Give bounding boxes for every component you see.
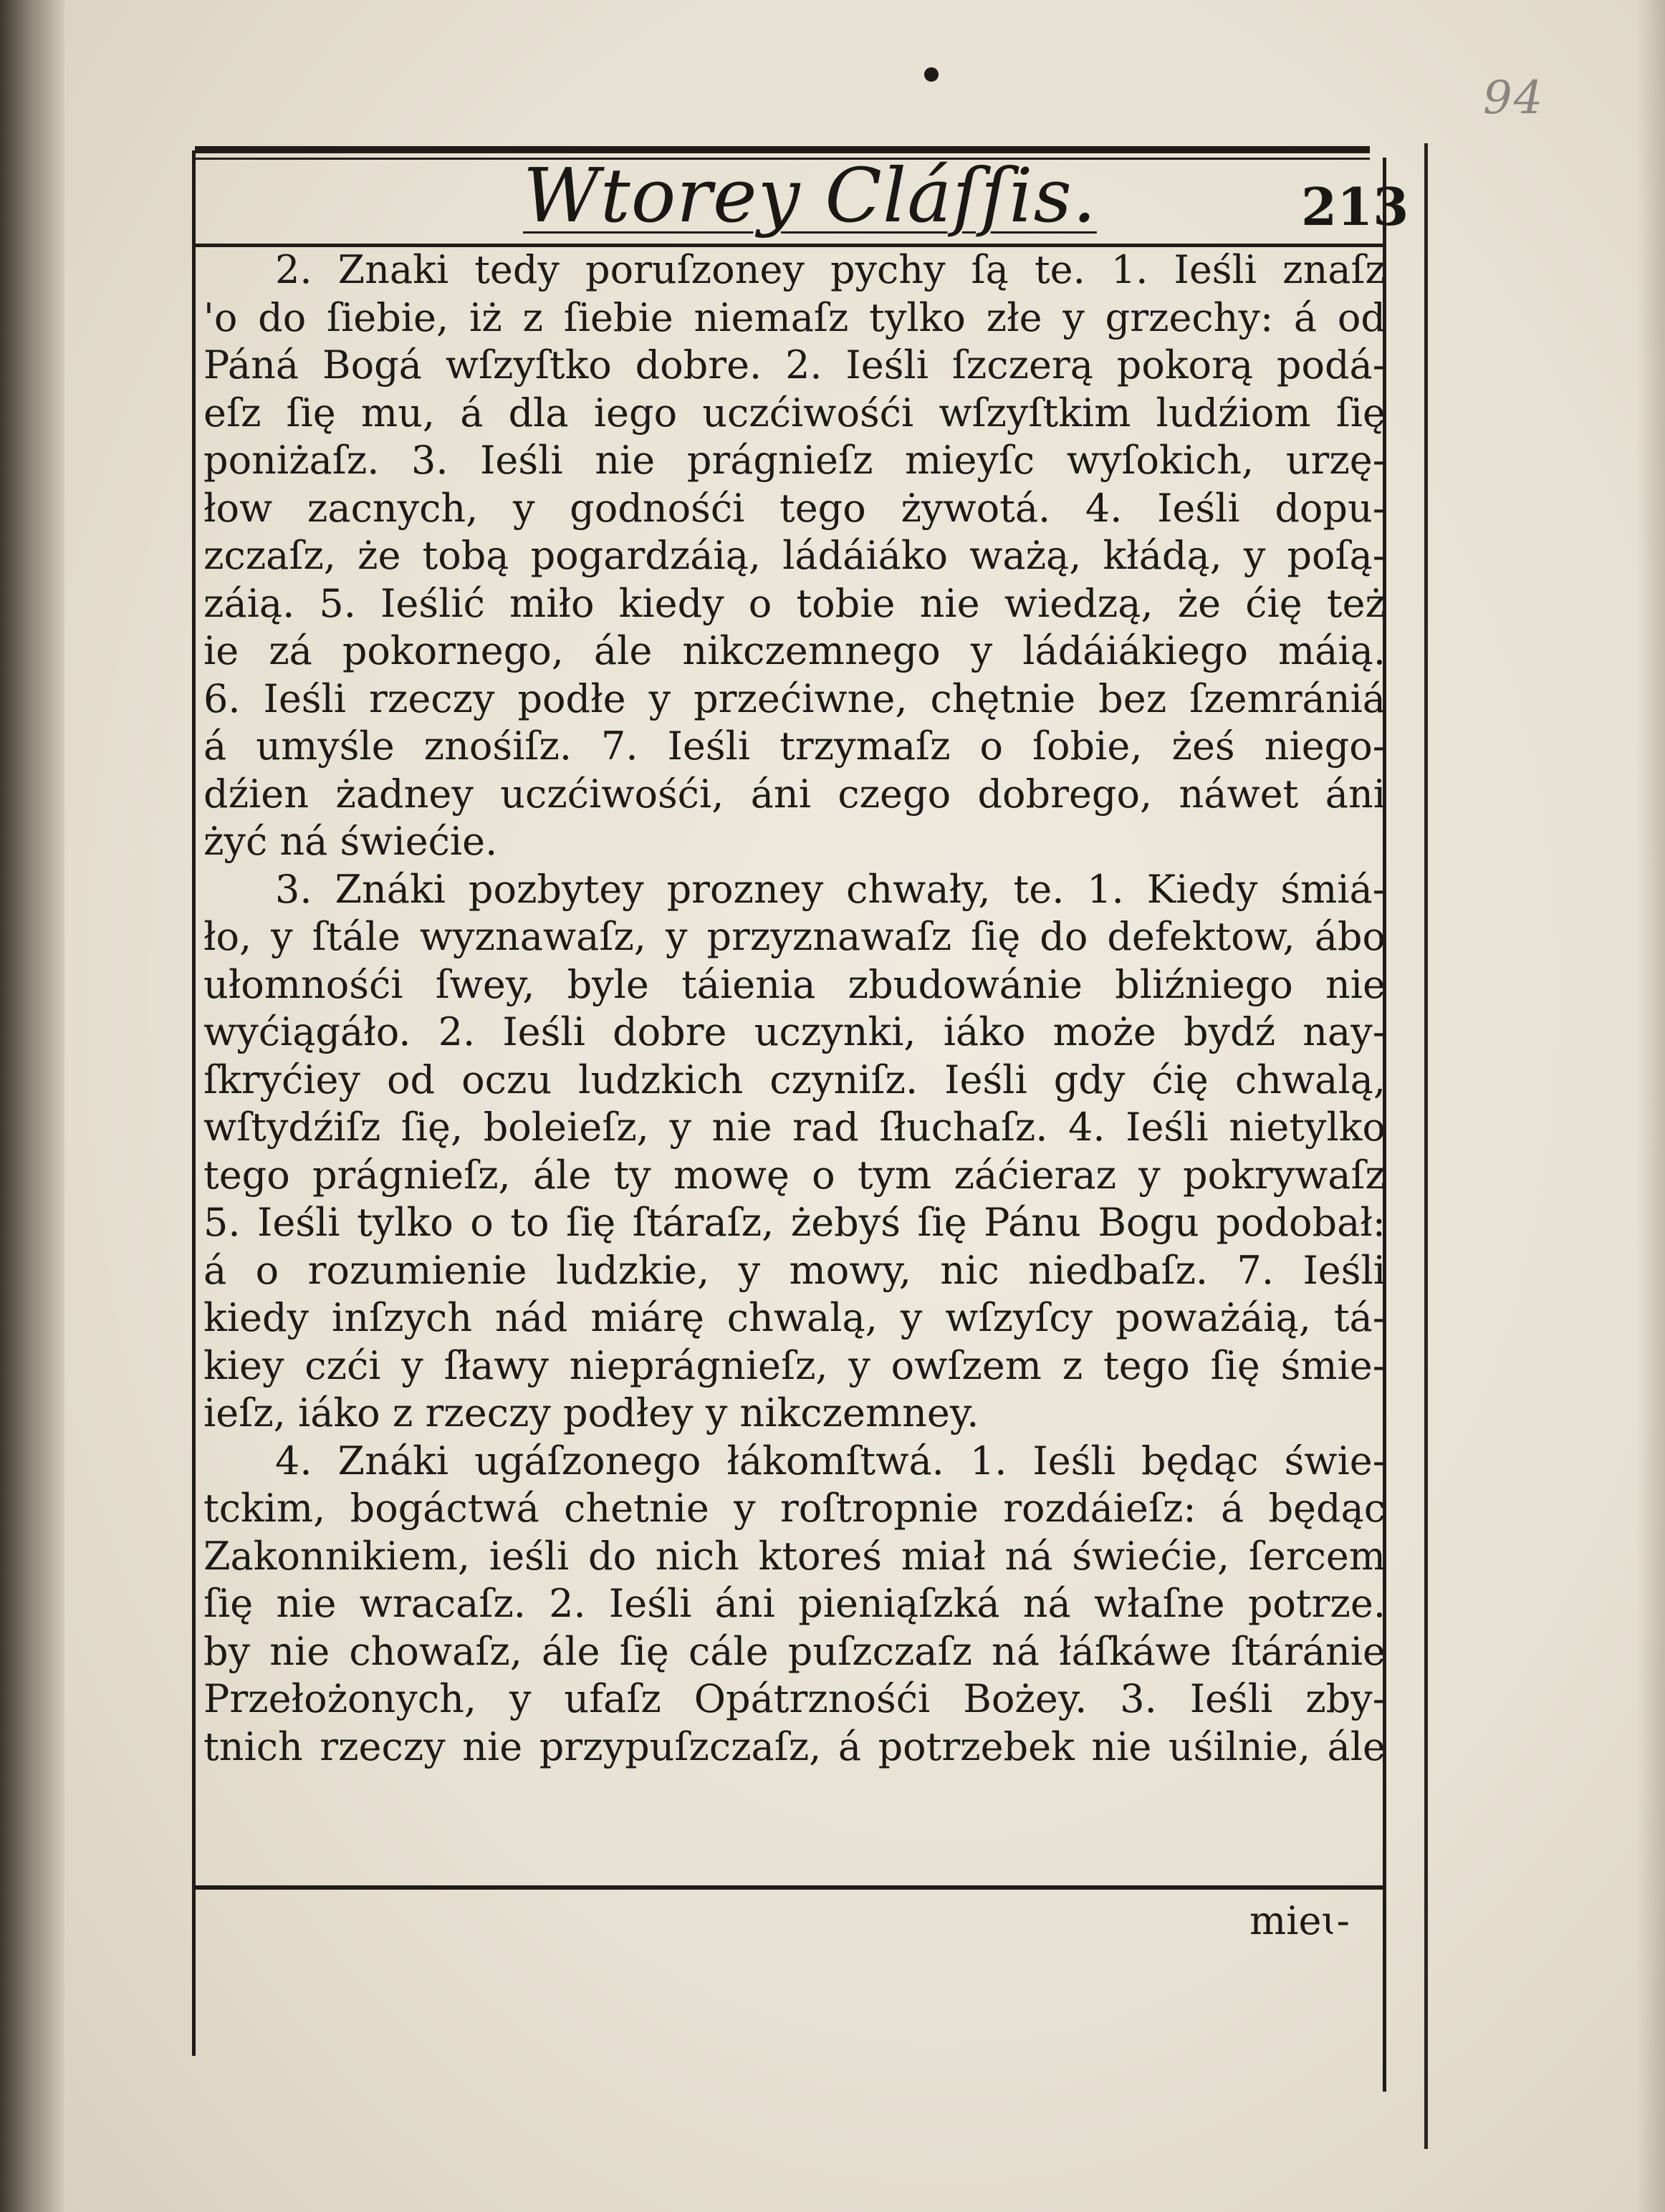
text-line: Przełożonych, y ufaſz Opátrznośći Bożey. 3. Ieśli zby- <box>203 1676 1386 1721</box>
handwritten-folio-number: 94 <box>1483 72 1545 125</box>
text-line: tnich rzeczy nie przypuſzczaſz, á potrzebek nie uśilnie, ále <box>203 1723 1386 1769</box>
text-line: eſz ſię mu, á dla iego uczćiwośći wſzyſtkim ludźiom ſię <box>203 390 1386 436</box>
text-line: ie zá pokornego, ále nikczemnego y ládáiákiego máią. <box>203 628 1386 673</box>
text-line: ſkryćiey od oczu ludzkich czyniſz. Ieśli gdy ćię chwalą, <box>203 1057 1386 1102</box>
text-line: wſtydźiſz ſię, boleieſz, y nie rad ſłuchaſz. 4. Ieśli nietylko <box>203 1105 1386 1150</box>
text-line: kiey czći y ſławy nieprágnieſz, y owſzem z tego ſię śmie- <box>203 1342 1386 1388</box>
text-line: 4. Znáki ugáſzonego łákomſtwá. 1. Ieśli będąc świe- <box>275 1438 1386 1484</box>
text-line: ſię nie wracaſz. 2. Ieśli áni pieniąſzká ná właſne potrze. <box>203 1581 1386 1626</box>
ink-dot <box>924 67 939 82</box>
text-line: ieſz, iáko z rzeczy podłey y nikczemney. <box>203 1390 979 1436</box>
text-line: poniżaſz. 3. Ieśli nie prágnieſz mieyſc wyſokich, urzę- <box>203 438 1386 483</box>
page-edge-shadow <box>1636 0 1665 2212</box>
text-line: by nie chowaſz, ále ſię cále puſzczaſz ná łáſkáwe ſtáránie <box>203 1628 1386 1674</box>
text-line: wyćiągáło. 2. Ieśli dobre uczynki, iáko może bydź nay- <box>203 1009 1386 1054</box>
text-line: 2. Znaki tedy poruſzoney pychy ſą te. 1. Ieśli znaſz <box>275 247 1386 292</box>
frame-rule-left <box>192 150 196 2056</box>
text-line: á o rozumienie ludzkie, y mowy, nic niedbaſz. 7. Ieśli <box>203 1247 1386 1293</box>
text-line: dźien żadney uczćiwośći, áni czego dobrego, náwet áni <box>203 771 1386 817</box>
text-line: záią. 5. Ieślić miło kiedy o tobie nie wiedzą, że ćię też <box>203 580 1386 626</box>
text-line: ło, y ſtále wyznawaſz, y przyznawaſz ſię do defektow, ábo <box>203 914 1386 959</box>
text-line: 'o do ſiebie, iż z ſiebie niemaſz tylko złe y grzechy: á od <box>203 294 1386 340</box>
text-line: ułomnośći ſwey, byle táienia zbudowánie bliźniego nie <box>203 961 1386 1007</box>
text-line: tckim, bogáctwá chetnie y roſtropnie rozdáieſz: á będąc <box>203 1486 1386 1531</box>
text-line: Zakonnikiem, ieśli do nich ktoreś miał ná świećie, ſercem <box>203 1533 1386 1579</box>
catchword: mieɩ- <box>1249 1898 1350 1943</box>
text-line: żyć ná świećie. <box>203 819 498 864</box>
text-line: tego prágnieſz, ále ty mowę o tym záćieraz y pokrywaſz <box>203 1152 1386 1198</box>
text-line: Páná Bogá wſzyſtko dobre. 2. Ieśli ſzczerą pokorą podá- <box>203 342 1386 388</box>
page-number: 213 <box>1301 176 1409 237</box>
text-line: zczaſz, że tobą pogardzáią, ládáiáko ważą, kłádą, y poſą- <box>203 533 1386 578</box>
text-line: 5. Ieśli tylko o to ſię ſtáraſz, żebyś ſię Pánu Bogu podobał: <box>203 1200 1386 1245</box>
text-line: łow zacnych, y godnośći tego żywotá. 4. Ieśli dopu- <box>203 485 1386 531</box>
frame-rule-right-outer <box>1424 143 1428 2149</box>
text-block-rule-bottom <box>192 1885 1383 1890</box>
text-line: 3. Znáki pozbytey prozney chwały, te. 1. Kiedy śmiá- <box>275 866 1386 912</box>
text-line: kiedy inſzych nád miárę chwalą, y wſzyſcy poważáią, tá- <box>203 1295 1386 1340</box>
body-text <box>203 246 1386 1771</box>
text-line: á umyśle znośiſz. 7. Ieśli trzymaſz o ſobie, żeś niego- <box>203 723 1386 769</box>
text-line: 6. Ieśli rzeczy podłe y przećiwne, chętnie bez ſzemrániá <box>203 675 1386 721</box>
running-head: Wtorey Cláſſis. <box>523 152 1097 239</box>
